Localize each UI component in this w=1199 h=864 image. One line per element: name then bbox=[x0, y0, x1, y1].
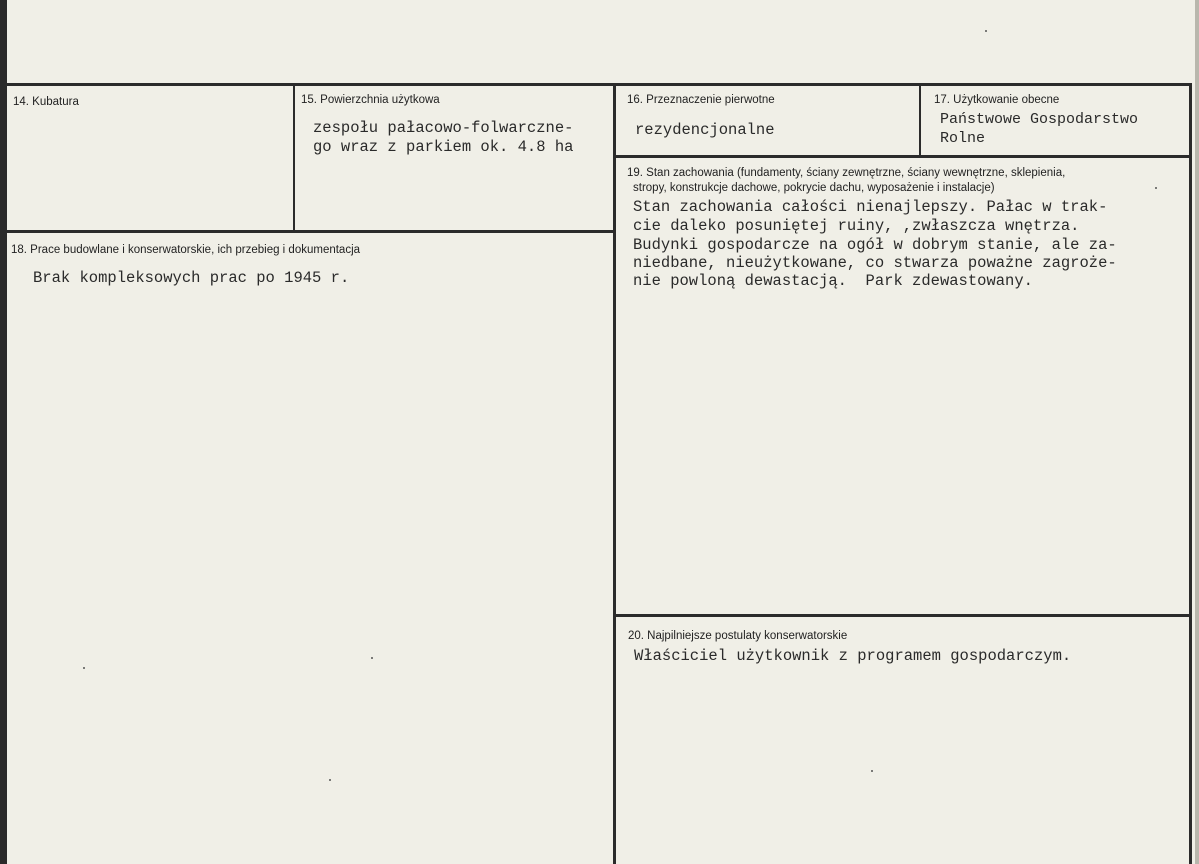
field-20-label: 20. Najpilniejsze postulaty konserwatorskie bbox=[628, 630, 848, 642]
field-18-value: Brak kompleksowych prac po 1945 r. bbox=[33, 269, 350, 287]
rule-right-upper bbox=[615, 155, 1192, 158]
field-17-label: 17. Użytkowanie obecne bbox=[934, 94, 1060, 106]
paper-speck bbox=[1155, 187, 1157, 189]
rule-top bbox=[7, 83, 1192, 86]
field-15-value-line-1: zespołu pałacowo-folwarczne- bbox=[313, 119, 574, 137]
field-19-value-line-3: Budynki gospodarcze na ogół w dobrym stanie, ale za- bbox=[633, 236, 1117, 254]
divider-16-17 bbox=[919, 83, 921, 158]
field-19-label-line-2: stropy, konstrukcje dachowe, pokrycie dachu, wyposażenie i instalacje) bbox=[633, 182, 995, 194]
field-19-label-line-1: 19. Stan zachowania (fundamenty, ściany zewnętrzne, ściany wewnętrzne, sklepienia, bbox=[627, 167, 1066, 179]
field-15-value-line-2: go wraz z parkiem ok. 4.8 ha bbox=[313, 138, 574, 156]
field-19-value-line-5: nie powloną dewastacją. Park zdewastowany. bbox=[633, 272, 1033, 290]
paper-speck bbox=[371, 657, 373, 659]
divider-center bbox=[613, 83, 616, 864]
rule-right-lower bbox=[615, 614, 1192, 617]
paper-speck bbox=[83, 667, 85, 669]
card-left-edge bbox=[0, 0, 7, 864]
paper-speck bbox=[329, 779, 331, 781]
rule-right-edge bbox=[1189, 83, 1192, 864]
divider-14-15 bbox=[293, 83, 295, 233]
field-14-label: 14. Kubatura bbox=[13, 96, 79, 108]
rule-left-upper bbox=[7, 230, 615, 233]
field-16-label: 16. Przeznaczenie pierwotne bbox=[627, 94, 775, 106]
field-17-value-line-1: Państwowe Gospodarstwo bbox=[940, 111, 1139, 128]
field-18-label: 18. Prace budowlane i konserwatorskie, ich przebieg i dokumentacja bbox=[11, 244, 361, 256]
field-20-value: Właściciel użytkownik z programem gospodarczym. bbox=[634, 647, 1072, 665]
paper-speck bbox=[871, 770, 873, 772]
field-19-value-line-2: cie daleko posuniętej ruiny, ,zwłaszcza wnętrza. bbox=[633, 217, 1080, 235]
card-right-edge bbox=[1195, 0, 1199, 864]
field-19-value-line-1: Stan zachowania całości nienajlepszy. Pałac w trak- bbox=[633, 198, 1108, 216]
field-15-label: 15. Powierzchnia użytkowa bbox=[301, 94, 440, 106]
paper-speck bbox=[985, 30, 987, 32]
field-16-value: rezydencjonalne bbox=[635, 121, 775, 139]
field-19-value-line-4: niedbane, nieużytkowane, co stwarza poważne zagroże- bbox=[633, 254, 1117, 272]
field-17-value-line-2: Rolne bbox=[940, 130, 986, 147]
